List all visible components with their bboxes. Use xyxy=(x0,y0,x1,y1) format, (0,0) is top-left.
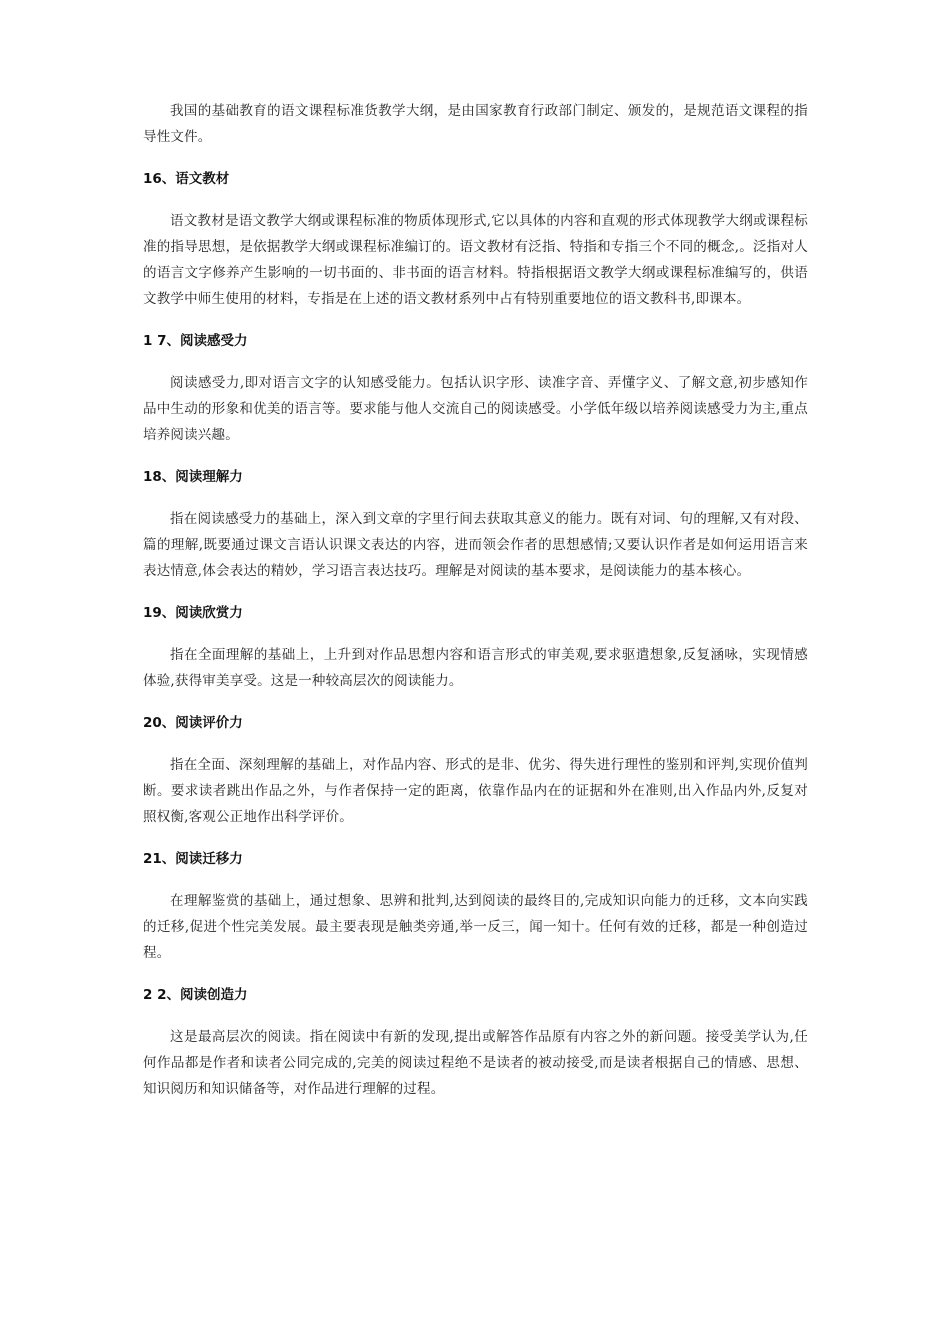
section-heading-20: 20、阅读评价力 xyxy=(143,715,243,731)
document-body xyxy=(143,98,808,1102)
section-heading-21: 21、阅读迁移力 xyxy=(143,851,243,867)
section-body-22: 这是最高层次的阅读。指在阅读中有新的发现,提出或解答作品原有内容之外的新问题。接受美学认为,任何作品都是作者和读者公同完成的,完美的阅读过程绝不是读者的被动接受,而是读者根据自己的情感、思想、知识阅历和知识储备等，对作品进行理解的过程。 xyxy=(143,1029,808,1097)
section-body-16: 语文教材是语文教学大纲或课程标准的物质体现形式,它以具体的内容和直观的形式体现教学大纲或课程标准的指导思想，是依据教学大纲或课程标准编订的。语文教材有泛指、特指和专指三个不同的概念,。泛指对人的语言文字修养产生影响的一切书面的、非书面的语言材料。特指根据语文教学大纲或课程标准编写的，供语文教学中师生使用的材料，专指是在上述的语文教材系列中占有特别重要地位的语文教科书,即课本。 xyxy=(143,213,808,307)
section-heading-19: 19、阅读欣赏力 xyxy=(143,605,243,621)
section-body-19: 指在全面理解的基础上，上升到对作品思想内容和语言形式的审美观,要求驱遣想象,反复涵咏，实现情感体验,获得审美享受。这是一种较高层次的阅读能力。 xyxy=(143,647,808,689)
section-heading-18: 18、阅读理解力 xyxy=(143,469,243,485)
section-heading-16: 16、语文教材 xyxy=(143,171,230,187)
section-heading-17: 1 7、阅读感受力 xyxy=(143,333,248,349)
section-body-18: 指在阅读感受力的基础上，深入到文章的字里行间去获取其意义的能力。既有对词、句的理解,又有对段、篇的理解,既要通过课文言语认识课文表达的内容，进而领会作者的思想感情;又要认识作者是如何运用语言来表达情意,体会表达的精妙，学习语言表达技巧。理解是对阅读的基本要求，是阅读能力的基本核心。 xyxy=(143,511,808,579)
section-body-20: 指在全面、深刻理解的基础上，对作品内容、形式的是非、优劣、得失进行理性的鉴别和评判,实现价值判断。要求读者跳出作品之外，与作者保持一定的距离，依靠作品内在的证据和外在准则,出入作品内外,反复对照权衡,客观公正地作出科学评价。 xyxy=(143,757,808,825)
intro-paragraph: 我国的基础教育的语文课程标准货教学大纲，是由国家教育行政部门制定、颁发的，是规范语文课程的指导性文件。 xyxy=(143,103,808,145)
section-body-17: 阅读感受力,即对语言文字的认知感受能力。包括认识字形、读准字音、弄懂字义、了解文意,初步感知作品中生动的形象和优美的语言等。要求能与他人交流自己的阅读感受。小学低年级以培养阅读感受力为主,重点培养阅读兴趣。 xyxy=(143,375,808,443)
section-body-21: 在理解鉴赏的基础上，通过想象、思辨和批判,达到阅读的最终目的,完成知识向能力的迁移，文本向实践的迁移,促进个性完美发展。最主要表现是触类旁通,举一反三，闻一知十。任何有效的迁移，都是一种创造过程。 xyxy=(143,893,808,961)
section-heading-22: 2 2、阅读创造力 xyxy=(143,987,248,1003)
